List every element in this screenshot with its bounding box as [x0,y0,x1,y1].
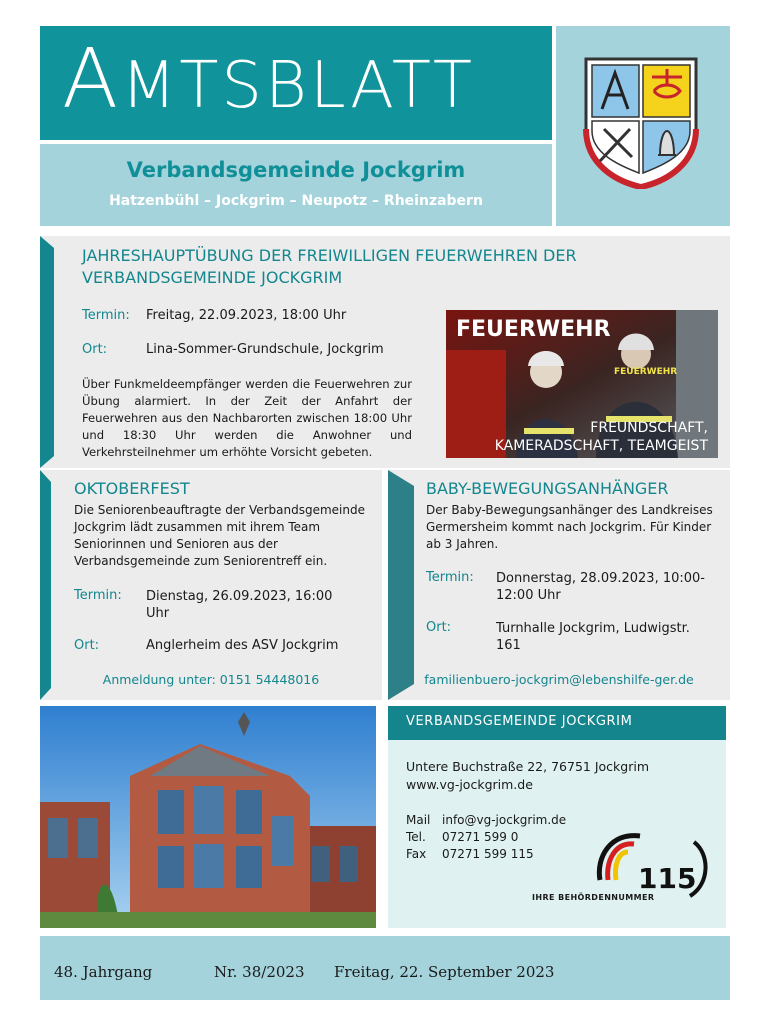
town-hall-photo [40,706,376,928]
baby-ort-value: Turnhalle Jockgrim, Ludwigstr. 161 [496,621,690,653]
subtitle-band [40,144,552,226]
baby-trailer-body: Der Baby-Bewegungsanhänger des Landkreises Germersheim kommt nach Jockgrim. Für Kinder ab 3 Jahren. [426,503,713,551]
tel-label: Tel. [406,830,426,844]
mail-label: Mail [406,813,431,827]
title-initial: A [62,32,122,127]
website-link[interactable]: www.vg-jockgrim.de [406,777,533,792]
oktoberfest-ort-label: Ort: [74,638,100,653]
mail-link[interactable]: info@vg-jockgrim.de [442,813,567,827]
arrow-accent-icon [388,470,414,700]
fire-ort-label: Ort: [82,342,108,357]
baby-termin-value: Donnerstag, 28.09.2023, 10:00- 12:00 Uhr [496,571,705,603]
fax-label: Fax [406,847,427,861]
municipality-name: Verbandsgemeinde Jockgrim [126,158,466,182]
fire-drill-body: Über Funkmeldeempfänger werden die Feuerwehren zur Übung alarmiert. In der Zeit der Anfahrt der Feuerwehren aus den Nachbarorten zwischen 18:00 Uhr und 18:30 Uhr werden die Anwohner und Verkehrsteilnehmer um erhöhte Vorsicht gebeten. [82,377,412,459]
address-block [406,758,649,794]
issue-number: Nr. 38/2023 [214,963,305,981]
baby-ort-label: Ort: [426,620,452,635]
arrow-accent-icon [40,236,66,468]
arrow-accent-icon [40,470,60,700]
fire-termin-label: Termin: [82,308,130,323]
fire-ort-value: Lina-Sommer-Grundschule, Jockgrim [146,342,384,357]
oktoberfest-termin-label: Termin: [74,588,122,603]
tel-value: 07271 599 0 [442,830,519,844]
fax-value: 07271 599 115 [442,847,534,861]
fire-drill-heading: JAHRESHAUPTÜBUNG DER FREIWILLIGEN FEUERWEHREN DER VERBANDSGEMEINDE JOCKGRIM [82,246,577,287]
oktoberfest-termin-value: Dienstag, 26.09.2023, 16:00 Uhr [146,589,333,621]
photo-caption-2: KAMERADSCHAFT, TEAMGEIST [494,438,708,454]
baby-trailer-heading: BABY-BEWEGUNGSANHÄNGER [426,479,669,498]
firefighter-photo [446,310,718,458]
coat-of-arms-icon [582,55,700,189]
photo-jacket-text: FEUERWEHR [614,367,678,377]
volume-number: 48. Jahrgang [54,963,153,981]
issue-date: Freitag, 22. September 2023 [334,963,555,981]
oktoberfest-ort-value: Anglerheim des ASV Jockgrim [146,638,339,653]
title-rest: MTSBLATT [121,49,475,123]
member-places: Hatzenbühl – Jockgrim – Neupotz – Rheinzabern [109,193,483,209]
oktoberfest-contact: Anmeldung unter: 0151 54448016 [102,672,320,687]
page-title [62,32,475,127]
logo-number: 115 [638,862,697,895]
contact-bar-title: VERBANDSGEMEINDE JOCKGRIM [406,714,633,729]
baby-termin-label: Termin: [426,570,474,585]
fire-termin-value: Freitag, 22.09.2023, 18:00 Uhr [146,308,347,323]
oktoberfest-body: Die Seniorenbeauftragte der Verbandsgemeinde Jockgrim lädt zusammen mit ihrem Team Seniorinnen und Senioren aus der Verbandsgemeinde zum Seniorentreff ein. [74,503,365,568]
photo-caption-1: FREUNDSCHAFT, [590,420,708,436]
oktoberfest-heading: OKTOBERFEST [74,479,190,498]
baby-trailer-contact: familienbuero-jockgrim@lebenshilfe-ger.de [424,672,694,687]
logo-caption: IHRE BEHÖRDENNUMMER [532,893,655,902]
photo-title: FEUERWEHR [456,317,611,342]
street-address: Untere Buchstraße 22, 76751 Jockgrim [406,759,649,774]
